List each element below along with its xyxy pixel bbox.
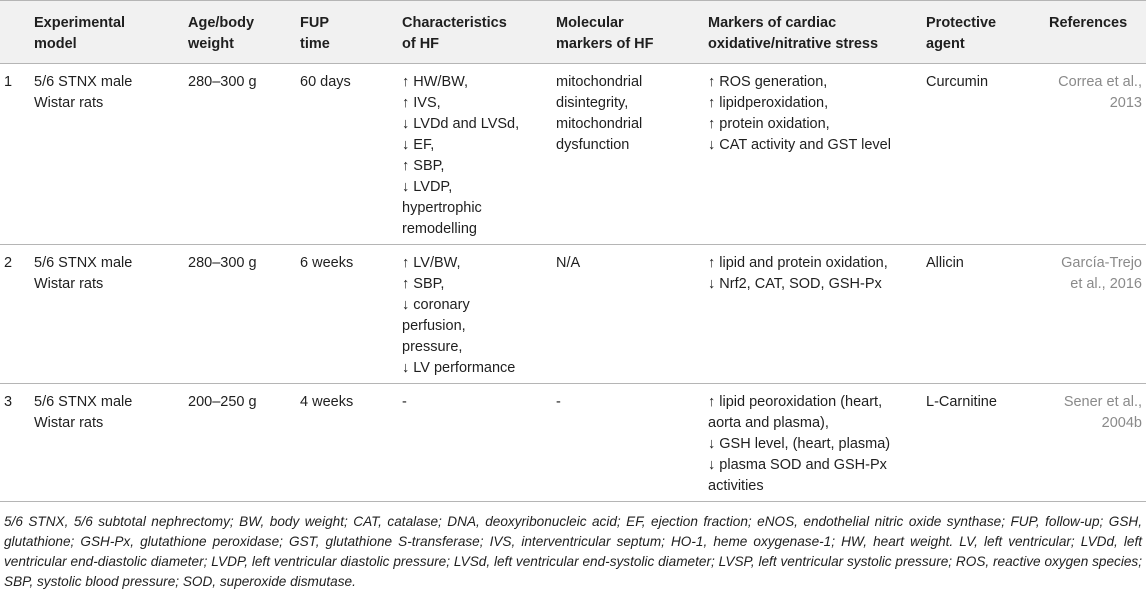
hf-characteristics-cell: ↑ LV/BW, ↑ SBP, ↓ coronary perfusion, pressure, ↓ LV performance bbox=[402, 255, 516, 376]
molecular-markers-cell: N/A bbox=[556, 255, 581, 271]
reference-link[interactable]: García-Trejo et al., 2016 bbox=[1061, 255, 1142, 292]
reference-link[interactable]: Correa et al., 2013 bbox=[1058, 74, 1142, 111]
header-cardiac-stress-markers: Markers of cardiac oxidative/nitrative stress bbox=[708, 15, 879, 52]
header-row bbox=[0, 1, 1146, 64]
model-cell: 5/6 STNX male Wistar rats bbox=[34, 394, 133, 431]
age-cell: 280–300 g bbox=[188, 74, 257, 90]
model-cell: 5/6 STNX male Wistar rats bbox=[34, 74, 133, 111]
hf-characteristics-cell: - bbox=[402, 394, 407, 410]
row-number: 2 bbox=[4, 255, 13, 271]
header-fup-time: FUP time bbox=[300, 15, 330, 52]
header-protective-agent: Protective agent bbox=[926, 15, 997, 52]
fup-cell: 4 weeks bbox=[300, 394, 354, 410]
table-row bbox=[0, 384, 1146, 502]
protective-agent-cell: Allicin bbox=[926, 255, 964, 271]
stress-markers-cell: ↑ lipid peoroxidation (heart, aorta and plasma), ↓ GSH level, (heart, plasma) ↓ plasma SOD and GSH-Px activities bbox=[708, 394, 891, 494]
age-cell: 280–300 g bbox=[188, 255, 257, 271]
age-cell: 200–250 g bbox=[188, 394, 257, 410]
molecular-markers-cell: - bbox=[556, 394, 561, 410]
header-references: References bbox=[1049, 15, 1128, 31]
stress-markers-cell: ↑ ROS generation, ↑ lipidperoxidation, ↑ protein oxidation, ↓ CAT activity and GST level bbox=[708, 74, 891, 153]
row-number: 3 bbox=[4, 394, 13, 410]
header-experimental-model: Experimental model bbox=[34, 15, 126, 52]
fup-cell: 6 weeks bbox=[300, 255, 354, 271]
protective-agent-cell: Curcumin bbox=[926, 74, 989, 90]
table-footnote: 5/6 STNX, 5/6 subtotal nephrectomy; BW, body weight; CAT, catalase; DNA, deoxyribonucleic acid; EF, ejection fraction; eNOS, endothelial nitric oxide synthase; FUP, follow-up; GSH, glutathione; GSH-Px, glutathione peroxidase; GST, glutathione S-transferase; IVS, interventricular septum; HO-1, heme oxygenase-1; HW, heart weight. LV, left ventricular; LVDd, left ventricular end-diastolic diameter; LVDP, left ventricular diastolic pressure; LVSd, left ventricular end-systolic diameter; LVSP, left ventricular systolic pressure; ROS, reactive oxygen species; SBP, systolic blood pressure; SOD, superoxide dismutase. bbox=[4, 514, 1142, 589]
reference-link[interactable]: Sener et al., 2004b bbox=[1063, 394, 1142, 431]
header-number bbox=[0, 1, 28, 64]
header-characteristics-of-hf: Characteristics of HF bbox=[402, 15, 507, 52]
molecular-markers-cell: mitochondrial disintegrity, mitochondrial dysfunction bbox=[556, 74, 643, 153]
hf-characteristics-cell: ↑ HW/BW, ↑ IVS, ↓ LVDd and LVSd, ↓ EF, ↑ SBP, ↓ LVDP, hypertrophic remodelling bbox=[402, 74, 520, 237]
header-molecular-markers: Molecular markers of HF bbox=[556, 15, 654, 52]
fup-cell: 60 days bbox=[300, 74, 351, 90]
table-row bbox=[0, 245, 1146, 384]
model-cell: 5/6 STNX male Wistar rats bbox=[34, 255, 133, 292]
stress-markers-cell: ↑ lipid and protein oxidation, ↓ Nrf2, CAT, SOD, GSH-Px bbox=[708, 255, 888, 292]
header-age-body-weight: Age/body weight bbox=[188, 15, 255, 52]
row-number: 1 bbox=[4, 74, 13, 90]
protective-agent-cell: L-Carnitine bbox=[926, 394, 997, 410]
table-row bbox=[0, 64, 1146, 245]
